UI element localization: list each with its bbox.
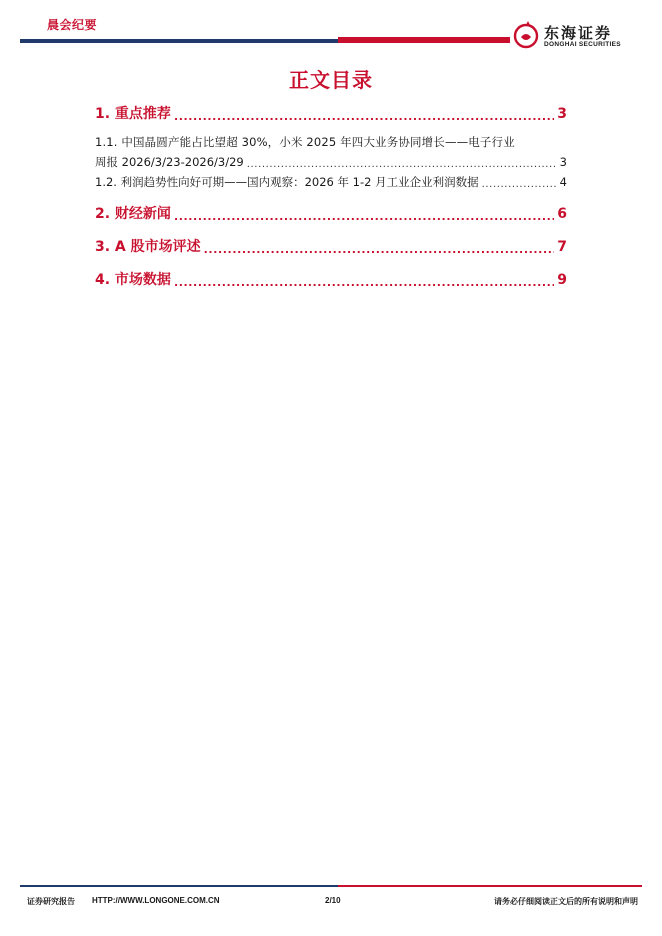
report-type-title: 晨会纪要	[47, 18, 98, 32]
toc-entry-page: 4	[559, 175, 567, 189]
toc-leader-dots	[482, 179, 557, 191]
logo-mark-icon	[512, 20, 540, 50]
toc-entry-title: 3. A 股市场评述	[95, 239, 201, 255]
toc-entry-page: 3	[557, 106, 567, 122]
toc-leader-dots	[174, 275, 554, 289]
logo-chinese-name: 东海证券	[544, 24, 613, 42]
logo-english-name: DONGHAI SECURITIES	[544, 41, 621, 48]
header-divider-navy	[20, 39, 338, 43]
footer-divider	[20, 885, 642, 887]
toc-entry-page: 7	[557, 239, 567, 255]
company-logo	[510, 20, 642, 50]
toc-entry-1[interactable]	[95, 103, 567, 123]
toc-entry-title: 1. 重点推荐	[95, 106, 171, 122]
footer-disclaimer: 请务必仔细阅读正文后的所有说明和声明	[494, 897, 638, 906]
toc-entry-1-1[interactable]	[95, 154, 567, 170]
toc-entry-title: 2. 财经新闻	[95, 206, 171, 222]
footer-report-label: 证券研究报告	[27, 897, 75, 906]
toc-entry-page: 3	[559, 155, 567, 169]
toc-entry-page: 9	[557, 272, 567, 288]
footer-website-link[interactable]: HTTP://WWW.LONGONE.COM.CN	[92, 896, 220, 905]
toc-leader-dots	[204, 242, 555, 256]
footer-page-number: 2/10	[325, 896, 341, 905]
toc-entry-2[interactable]	[95, 203, 567, 223]
toc-heading: 正文目录	[289, 68, 373, 92]
toc-entry-title: 4. 市场数据	[95, 272, 171, 288]
toc-entry-title: 周报 2026/3/23-2026/3/29	[95, 155, 244, 169]
toc-leader-dots	[174, 109, 554, 123]
toc-entry-4[interactable]	[95, 269, 567, 289]
toc-leader-dots	[174, 209, 554, 223]
toc-entry-title: 1.2. 利润趋势性向好可期——国内观察：2026 年 1-2 月工业企业利润数据	[95, 175, 479, 189]
toc-leader-dots	[247, 159, 557, 171]
footer-divider-navy	[20, 885, 338, 887]
toc-entry-1-1-line1[interactable]: 1.1. 中国晶圆产能占比望超 30%，小米 2025 年四大业务协同增长——电子行业	[95, 135, 515, 149]
toc-entry-3[interactable]	[95, 236, 567, 256]
toc-entry-page: 6	[557, 206, 567, 222]
footer-divider-red	[338, 885, 642, 887]
toc-entry-1-2[interactable]	[95, 174, 567, 190]
